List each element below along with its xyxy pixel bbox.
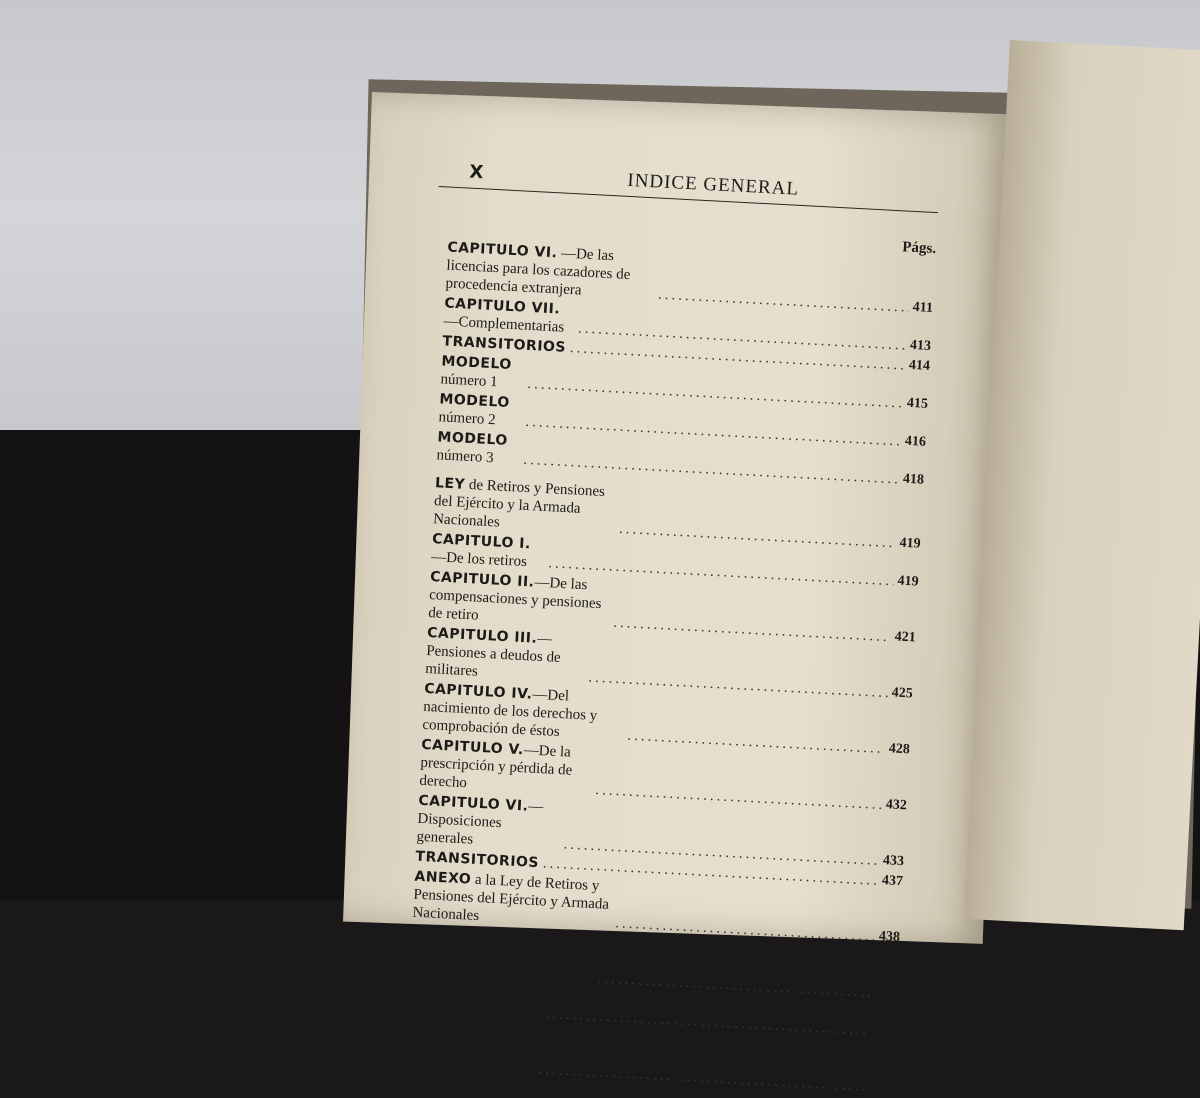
- toc-entry: TRANSITORIOS ..... 437: [415, 848, 923, 893]
- toc-entry: LEY de Retiros y Pensiones del Ejército y la Armada Nacionales ..... 419: [433, 474, 943, 555]
- toc-entry: TRANSITORIOS ..... 414: [442, 332, 950, 377]
- page-content: [404, 160, 959, 1095]
- toc-entry: CAPITULO I.—De los retiros ..... 419: [431, 530, 940, 593]
- toc-entry: MODELO número 3 ..... 418: [436, 428, 945, 491]
- toc-entry: CAPITULO VI. —De las licencias para los cazadores de procedencia extranjera ..... 411: [445, 239, 955, 320]
- toc-entry: CAPITULO VII.—Complementarias ..... 413: [443, 294, 952, 357]
- toc-entry: CAPITULO IV.—Del nacimiento de los derechos y comprobación de éstos ..... 428: [422, 680, 932, 761]
- page-number: X: [468, 161, 485, 184]
- toc-entry: CAPITULO V.—De la prescripción y pérdida de derecho ..... 432: [419, 736, 929, 817]
- toc-entry: ANEXO a la Ley de Retiros y Pensiones del Ejército y Armada Nacionales ..... 438: [412, 868, 922, 949]
- toc-entry: INSTRUCCIONES generales ..... 452: [407, 980, 916, 1043]
- toc-entry: MODELO número 2 ..... 416: [438, 390, 947, 453]
- page-title: INDICE GENERAL: [626, 169, 800, 200]
- toc-entry: MODELO número 1 ..... 415: [440, 352, 949, 415]
- toc-entry: CAPITULO VI.—Disposiciones generales ..... 433: [416, 792, 926, 873]
- table-of-contents: [392, 238, 955, 1098]
- toc-entry: CAPITULO III.—Pensiones a deudos de militares ..... 425: [425, 624, 935, 705]
- toc-entry: CAPITULO II.—De las compensaciones y pensiones de retiro ..... 421: [428, 568, 938, 649]
- toc-entry: TABLA de graduaciones optométricas ..... 454: [404, 1017, 914, 1098]
- toc-entry: TABLA de las enfermedades que inutilizan para el servicio activo ..... 438: [409, 924, 919, 1005]
- pages-column-label: Págs.: [901, 239, 937, 258]
